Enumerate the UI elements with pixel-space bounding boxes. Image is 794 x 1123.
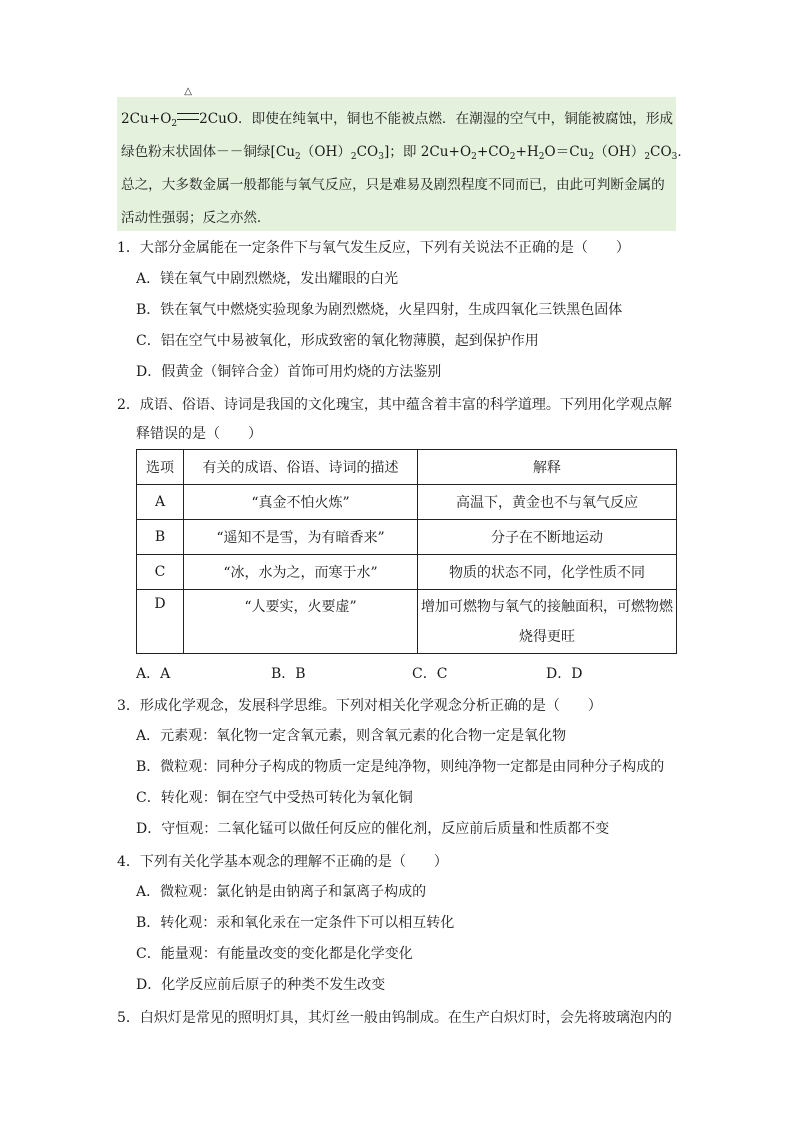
note-line-4: 活动性强弱；反之亦然．: [121, 210, 271, 226]
table-header-explanation: 解释: [418, 450, 677, 485]
knowledge-note-box: [117, 86, 691, 231]
question-4-option-d: D．化学反应前后原子的种类不发生改变: [136, 977, 386, 993]
question-1-stem: 1．大部分金属能在一定条件下与氧气发生反应，下列有关说法不正确的是（ ）: [117, 240, 630, 256]
question-5-stem: 5．白炽灯是常见的照明灯具，其灯丝一般由钨制成。在生产白炽灯时，会先将玻璃泡内的: [117, 1010, 672, 1026]
table-header-option: 选项: [137, 450, 184, 485]
table-header-row: [137, 450, 677, 485]
question-2-choice-b: B．B: [271, 666, 306, 682]
question-1-option-b: B．铁在氧气中燃烧实验现象为剧烈燃烧，火星四射，生成四氧化三铁黑色固体: [136, 302, 623, 318]
question-1-option-d: D．假黄金（铜锌合金）首饰可用灼烧的方法鉴别: [136, 364, 442, 380]
delta-icon: △: [184, 86, 192, 97]
question-1-option-c: C．铝在空气中易被氧化，形成致密的氧化物薄膜，起到保护作用: [136, 333, 539, 349]
question-3-option-a: A．元素观：氧化物一定含氧元素，则含氧元素的化合物一定是氧化物: [136, 728, 567, 744]
table-row: C “冰，水为之，而寒于水” 物质的状态不同，化学性质不同: [137, 555, 677, 590]
question-4-option-a: A．微粒观：氯化钠是由钠离子和氯离子构成的: [136, 884, 427, 900]
question-2-choice-d: D．D: [546, 666, 583, 682]
table-row: B “遥知不是雪，为有暗香来” 分子在不断地运动: [137, 520, 677, 555]
question-4-option-b: B．转化观：汞和氧化汞在一定条件下可以相互转化: [136, 915, 455, 931]
question-3-stem: 3．形成化学观念，发展科学思维。下列对相关化学观念分析正确的是（ ）: [117, 698, 602, 714]
question-2-choice-a: A．A: [136, 666, 171, 682]
note-line-2: 绿色粉末状固体－－铜绿$[Cu_2(OH)_2CO_3]$；即 $2Cu+O_2+CO_2+H_2O=Cu_2(OH)_2CO_3$．: [121, 144, 691, 162]
table-row: D “人要实，火要虚” 增加可燃物与氧气的接触面积，可燃物燃 烧得更旺: [137, 590, 677, 654]
question-2-table: [136, 449, 677, 654]
question-4-option-c: C．能量观：有能量改变的变化都是化学变化: [136, 946, 413, 962]
table-cell-explanation-d: 增加可燃物与氧气的接触面积，可燃物燃 烧得更旺: [418, 590, 677, 654]
question-3-option-b: B．微粒观：同种分子构成的物质一定是纯净物，则纯净物一定都是由同种分子构成的: [136, 759, 665, 775]
note-line-3: 总之，大多数金属一般都能与氧气反应，只是难易及剧烈程度不同而已，由此可判断金属的: [121, 177, 665, 193]
question-2-choice-c: C．C: [412, 666, 448, 682]
table-row: A “真金不怕火炼” 高温下，黄金也不与氧气反应: [137, 485, 677, 520]
question-4-stem: 4．下列有关化学基本观念的理解不正确的是（ ）: [117, 854, 448, 870]
question-2-stem-line-2: 释错误的是（ ）: [136, 426, 262, 442]
table-header-description: 有关的成语、俗语、诗词的描述: [184, 450, 418, 485]
question-1-option-a: A．镁在氧气中剧烈燃烧，发出耀眼的白光: [136, 271, 399, 287]
question-3-option-d: D．守恒观：二氧化锰可以做任何反应的催化剂，反应前后质量和性质都不变: [136, 821, 610, 837]
heating-condition: [177, 86, 199, 136]
question-2-stem-line-1: 2．成语、俗语、诗词是我国的文化瑰宝，其中蕴含着丰富的科学道理。下列用化学观点解: [117, 397, 672, 413]
question-3-option-c: C．转化观：铜在空气中受热可转化为氧化铜: [136, 790, 413, 806]
equals-sign: [177, 113, 199, 120]
note-line-1: $2Cu+O_2$ △ 2CuO．即使在纯氧中，铜也不能被点燃．在潮湿的空气中，铜能被腐蚀，形成: [121, 103, 672, 136]
